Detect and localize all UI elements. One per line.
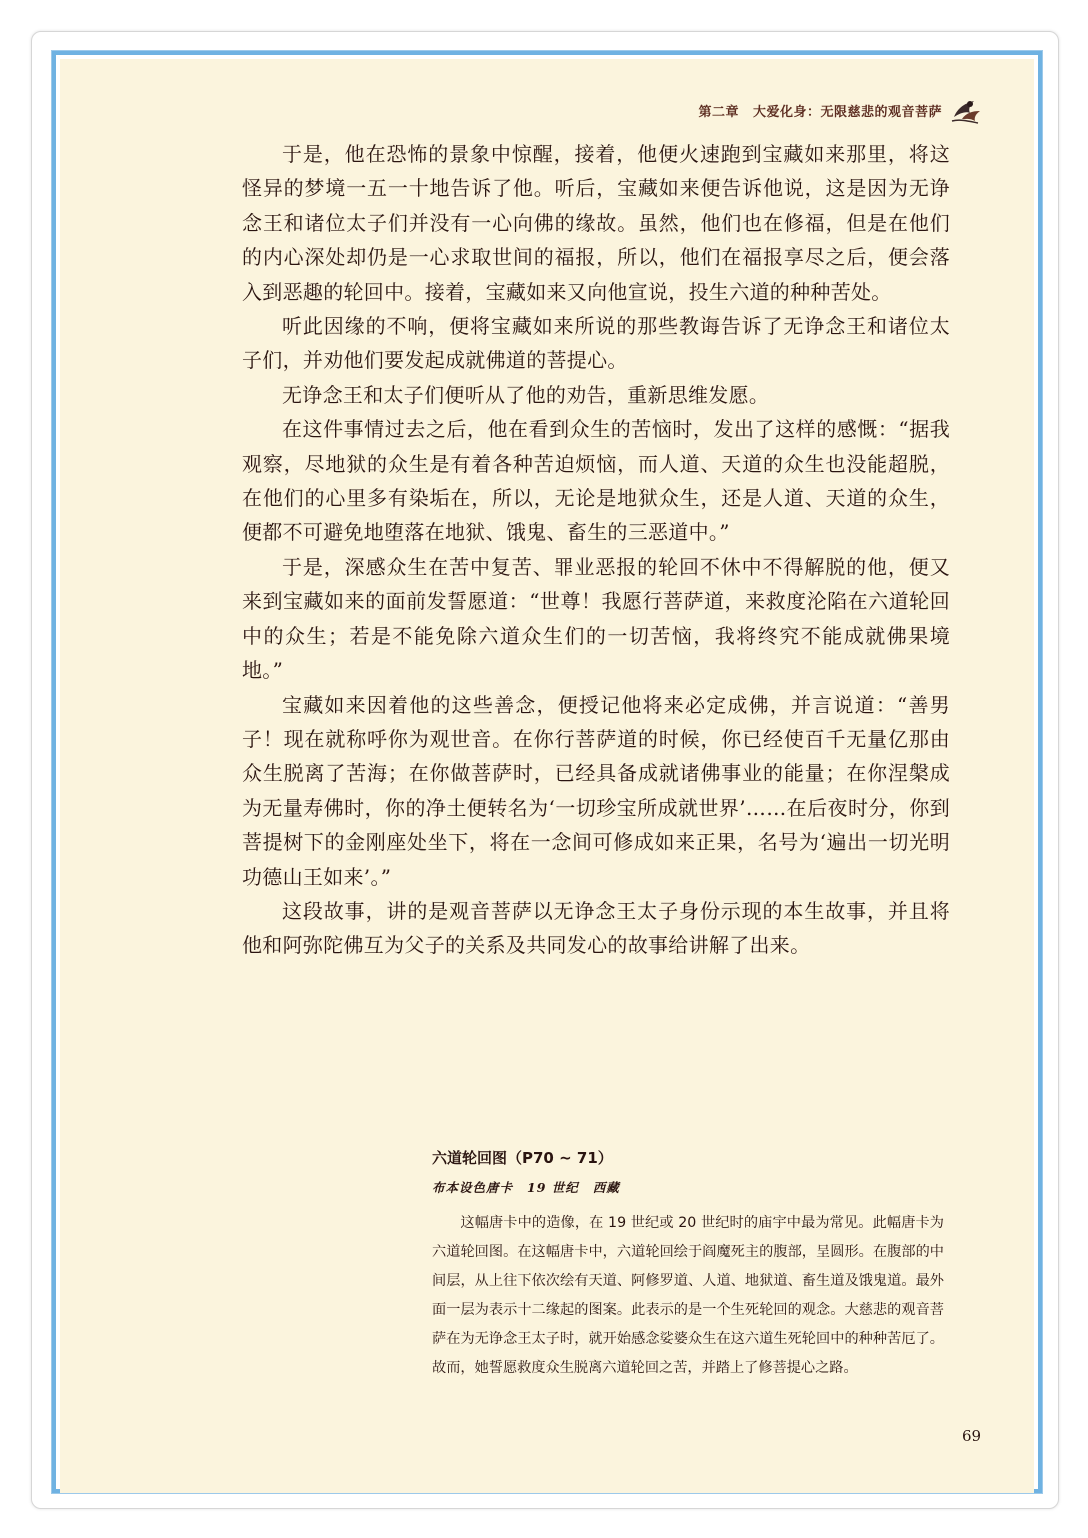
page-number: 69 [962, 1427, 982, 1445]
paragraph: 宝藏如来因着他的这些善念，便授记他将来必定成佛，并言说道：“善男子！现在就称呼你为观世音。在你行菩萨道的时候，你已经使百千无量亿那由众生脱离了苦海；在你做菩萨时，已经具备成就诸佛事业的能量；在你涅槃成为无量寿佛时，你的净土便转名为‘一切珍宝所成就世界’……在后夜时分，你到菩提树下的金刚座处坐下，将在一念间可修成如来正果，名号为‘遍出一切光明功德山王如来’。” [242, 692, 950, 889]
book-page [60, 59, 1034, 1493]
paragraph: 在这件事情过去之后，他在看到众生的苦恼时，发出了这样的感慨：“据我观察，尽地狱的众生是有着各种苦迫烦恼，而人道、天道的众生也没能超脱，在他们的心里多有染垢在，所以，无论是地狱众生，还是人道、天道的众生，便都不可避免地堕落在地狱、饿鬼、畜生的三恶道中。” [242, 417, 950, 545]
caption-title: 六道轮回图（P70 ~ 71） [432, 1149, 613, 1167]
bodhisattva-ornament-icon [948, 95, 984, 125]
paragraph: 无诤念王和太子们便听从了他的劝告，重新思维发愿。 [282, 382, 770, 407]
chapter-label: 第二章 [698, 105, 739, 120]
caption-century: 19 世纪 [527, 1180, 579, 1195]
paragraph: 于是，他在恐怖的景象中惊醒，接着，他便火速跑到宝藏如来那里，将这怪异的梦境一五一十地告诉了他。听后，宝藏如来便告诉他说，这是因为无诤念王和诸位太子们并没有一心向佛的缘故。虽然，他们也在修福，但是在他们的内心深处却仍是一心求取世间的福报，所以，他们在福报享尽之后，便会落入到恶趣的轮回中。接着，宝藏如来又向他宣说，投生六道的种种苦处。 [242, 142, 950, 304]
caption-subtitle [432, 1178, 944, 1196]
image-caption [432, 1147, 944, 1382]
paragraph: 这段故事，讲的是观音菩萨以无诤念王太子身份示现的本生故事，并且将他和阿弥陀佛互为父子的关系及共同发心的故事给讲解了出来。 [242, 898, 950, 958]
caption-text: 这幅唐卡中的造像，在 19 世纪或 20 世纪时的庙宇中最为常见。此幅唐卡为六道轮回图。在这幅唐卡中，六道轮回绘于阎魔死主的腹部，呈圆形。在腹部的中间层，从上往下依次绘有天道、阿修罗道、人道、地狱道、畜生道及饿鬼道。最外面一层为表示十二缘起的图案。此表示的是一个生死轮回的观念。大慈悲的观音菩萨在为无诤念王太子时，就开始感念娑婆众生在这六道生死轮回中的种种苦厄了。故而，她誓愿救度众生脱离六道轮回之苦，并踏上了修菩提心之路。 [432, 1215, 944, 1376]
caption-material: 布本设色唐卡 [432, 1180, 514, 1195]
chapter-title: 大爱化身：无限慈悲的观音菩萨 [752, 105, 942, 120]
paragraph: 于是，深感众生在苦中复苦、罪业恶报的轮回不休中不得解脱的他，便又来到宝藏如来的面前发誓愿道：“世尊！我愿行菩萨道，来救度沦陷在六道轮回中的众生；若是不能免除六道众生们的一切苦恼，我将终究不能成就佛果境地。” [242, 554, 950, 683]
main-text [242, 137, 950, 963]
running-header [60, 101, 1034, 120]
paragraph: 听此因缘的不响，便将宝藏如来所说的那些教诲告诉了无诤念王和诸位太子们，并劝他们要发起成就佛道的菩提心。 [242, 314, 950, 373]
caption-origin: 西藏 [592, 1180, 620, 1195]
